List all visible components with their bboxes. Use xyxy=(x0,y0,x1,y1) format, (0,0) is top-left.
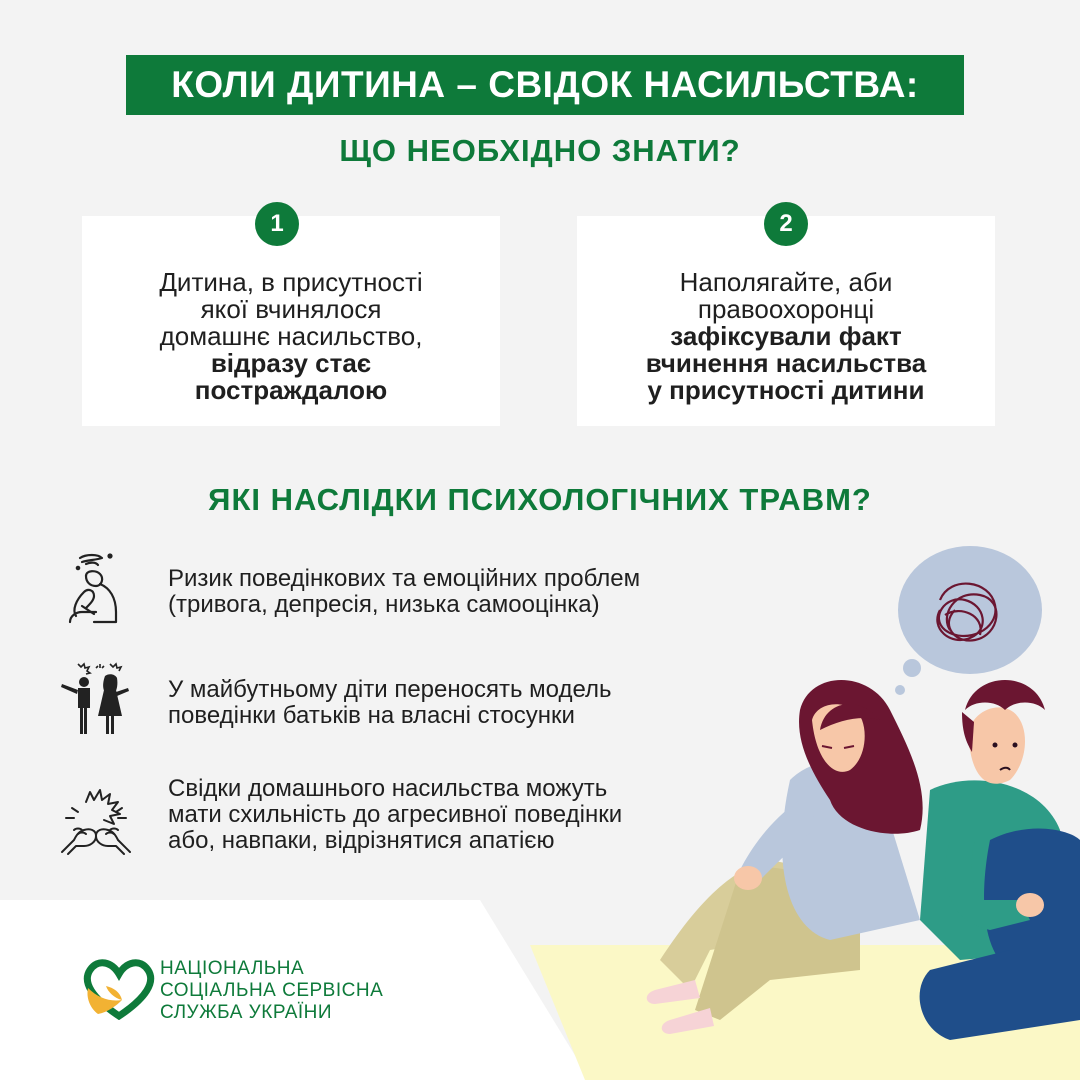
card-2-plain: Наполягайте, аби правоохоронці xyxy=(679,266,893,324)
sad-couple-illustration xyxy=(600,540,1080,1080)
card-1-bold: відразу стає постраждалою xyxy=(194,347,388,405)
card-2-number-badge: 2 xyxy=(764,202,808,246)
fighting-fists-icon xyxy=(56,782,136,862)
logo-line-2: СОЦІАЛЬНА СЕРВІСНА xyxy=(160,980,384,1001)
nsssu-logo-icon xyxy=(82,958,156,1020)
logo-line-1: НАЦІОНАЛЬНА xyxy=(160,958,305,979)
stressed-person-icon xyxy=(56,550,136,630)
organization-name xyxy=(160,958,383,1024)
consequence-item-2: У майбутньому діти переносять модель поведінки батьків на власні стосунки xyxy=(168,676,612,729)
page-subtitle: ЩО НЕОБХІДНО ЗНАТИ? xyxy=(339,133,741,168)
arguing-parents-icon xyxy=(56,660,136,740)
consequences-title: ЯКІ НАСЛІДКИ ПСИХОЛОГІЧНИХ ТРАВМ? xyxy=(208,482,872,517)
consequence-item-1: Ризик поведінкових та емоційних проблем (тривога, депресія, низька самооцінка) xyxy=(168,565,641,618)
card-1-text xyxy=(159,266,423,405)
consequence-item-3: Свідки домашнього насильства можуть мати схильність до агресивної поведінки або, навпаки, відрізнятися апатією xyxy=(168,775,623,854)
card-1-plain: Дитина, в присутності якої вчинялося домашнє насильство, xyxy=(159,266,423,351)
card-1-number-badge: 1 xyxy=(255,202,299,246)
info-card-2 xyxy=(577,216,995,426)
page-title: КОЛИ ДИТИНА – СВІДОК НАСИЛЬСТВА: xyxy=(126,55,964,115)
card-2-text xyxy=(645,266,927,405)
logo-line-3: СЛУЖБА УКРАЇНИ xyxy=(160,1002,333,1023)
card-2-bold: зафіксували факт вчинення насильства у присутності дитини xyxy=(645,320,927,405)
info-card-1 xyxy=(82,216,500,426)
